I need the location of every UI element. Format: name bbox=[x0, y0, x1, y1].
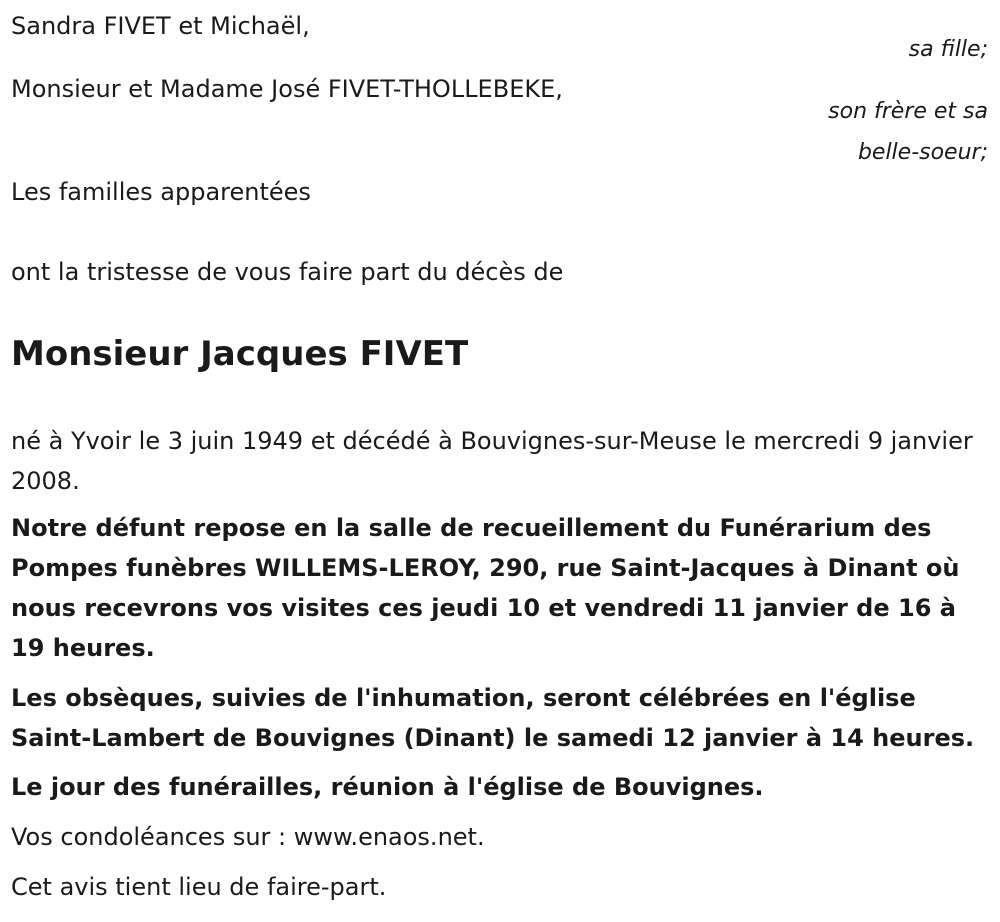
funeral-details: Les obsèques, suivies de l'inhumation, seront célébrées en l'église Saint-Lambert de Bouvignes (Dinant) le samedi 12 janvier à 14 heures. bbox=[11, 684, 975, 752]
visitation-details: Notre défunt repose en la salle de recueillement du Funérarium des Pompes funèbres WILLEMS-LEROY, 290, rue Saint-Jacques à Dinant où nous recevrons vos visites ces jeudi 10 et vendredi 11 janvier de 16 à 19 heures. bbox=[11, 514, 960, 662]
meeting-details: Le jour des funérailles, réunion à l'église de Bouvignes. bbox=[11, 773, 764, 801]
relation-brother-line1: son frère et sa bbox=[828, 99, 988, 124]
announcement-text: ont la tristesse de vous faire part du décès de bbox=[11, 258, 564, 286]
relation-brother-line2: belle-soeur; bbox=[857, 140, 988, 165]
birth-death-details: né à Yvoir le 3 juin 1949 et décédé à Bouvignes-sur-Meuse le mercredi 9 janvier 2008. bbox=[11, 427, 973, 495]
condolences-text: Vos condoléances sur : www.enaos.net. bbox=[11, 823, 485, 851]
relation-daughter: sa fille; bbox=[908, 37, 988, 62]
notice-text: Cet avis tient lieu de faire-part. bbox=[11, 873, 387, 901]
family-member-brother: Monsieur et Madame José FIVET-THOLLEBEKE, bbox=[11, 75, 563, 103]
deceased-name: Monsieur Jacques FIVET bbox=[11, 334, 469, 374]
family-member-daughter: Sandra FIVET et Michaël, bbox=[11, 12, 310, 40]
related-families: Les familles apparentées bbox=[11, 178, 311, 206]
